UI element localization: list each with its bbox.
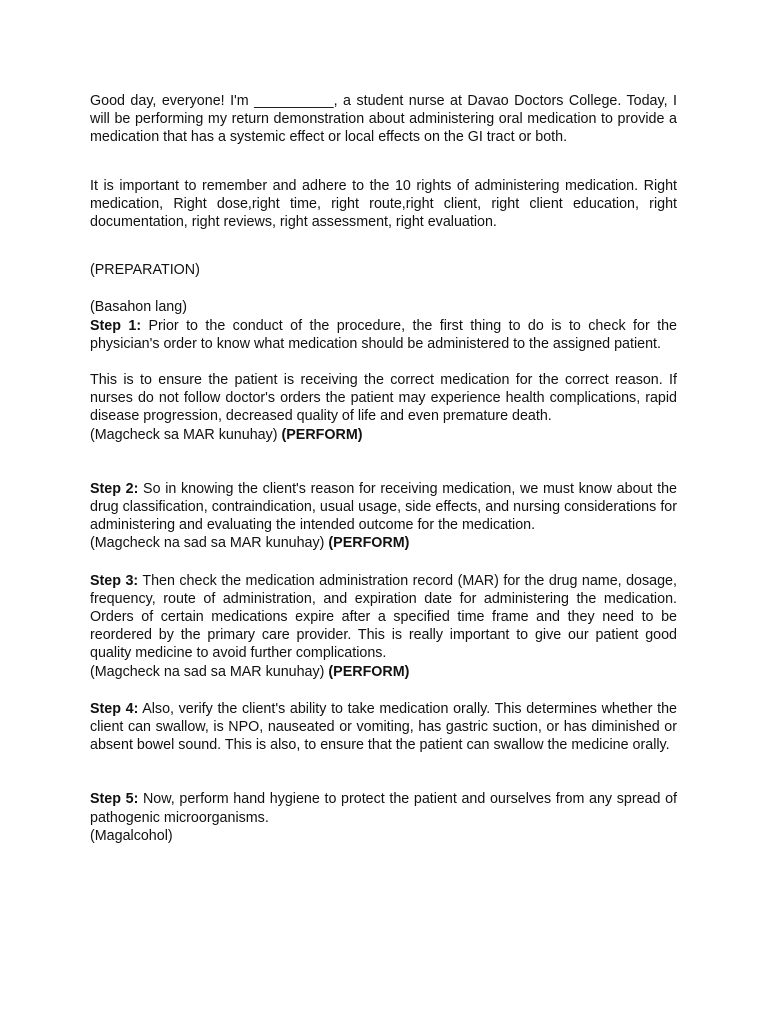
step-5-text: Now, perform hand hygiene to protect the patient and ourselves from any spread of pathogenic microorganisms. — [90, 791, 677, 826]
step-5-paragraph — [90, 790, 677, 826]
step-1-action: (Magcheck sa MAR kunuhay) — [90, 426, 282, 443]
step-3-perform: (PERFORM) — [328, 663, 410, 680]
step-3-paragraph — [90, 572, 677, 663]
step-3-label: Step 3: — [90, 572, 139, 589]
step-2-perform: (PERFORM) — [328, 535, 410, 552]
step-2-label: Step 2: — [90, 480, 139, 497]
step-1-paragraph — [90, 317, 677, 353]
step-4-paragraph — [90, 700, 677, 755]
step-2-action: (Magcheck na sad sa MAR kunuhay) — [90, 535, 329, 552]
step-2-text: So in knowing the client's reason for receiving medication, we must know about the drug classification, contraindication, usual usage, side effects, and nursing considerations for administering and evaluating the intended outcome for the medication. — [90, 480, 677, 534]
step-3-action: (Magcheck na sad sa MAR kunuhay) — [90, 663, 329, 680]
step-5-action: (Magalcohol) — [90, 827, 173, 844]
rights-paragraph: It is important to remember and adhere to the 10 rights of administering medication. Right medication, Right dose,right time, right route,right client, right client education, right documentation, right reviews, right assessment, right evaluation. — [90, 177, 677, 231]
preparation-note: (Basahon lang) — [90, 299, 187, 316]
preparation-heading: (PREPARATION) — [90, 262, 200, 279]
step-3-text: Then check the medication administration record (MAR) for the drug name, dosage, frequency, route of administration, and expiration date for administering the medication. Orders of certain medications expire after a specified time frame and they need to be reordered by the primary care provider. This is really important to give our patient good quality medicine to avoid further complications. — [90, 572, 677, 662]
document-page — [90, 92, 677, 845]
step-1-perform: (PERFORM) — [281, 426, 363, 443]
step-3-action-line — [90, 663, 677, 681]
step-5-label: Step 5: — [90, 791, 139, 808]
step-1-text: Prior to the conduct of the procedure, the first thing to do is to check for the physician's order to know what medication should be administered to the assigned patient. — [90, 317, 677, 352]
step-2-paragraph — [90, 480, 677, 535]
step-1-extra: This is to ensure the patient is receiving the correct medication for the correct reason. If nurses do not follow doctor's orders the patient may experience health complications, rapid disease progression, decreased quality of life and even premature death. — [90, 372, 677, 425]
step-2-action-line — [90, 534, 677, 552]
intro-paragraph: Good day, everyone! I'm __________, a student nurse at Davao Doctors College. Today, I will be performing my return demonstration about administering oral medication to provide a medication that has a systemic effect or local effects on the GI tract or both. — [90, 93, 677, 146]
step-4-text: Also, verify the client's ability to take medication orally. This determines whether the client can swallow, is NPO, nauseated or vomiting, has gastric suction, or has diminished or absent bowel sound. This is also, to ensure that the patient can swallow the medicine orally. — [90, 700, 677, 754]
step-1-action-line — [90, 426, 677, 444]
step-1-label: Step 1: — [90, 317, 142, 334]
step-4-label: Step 4: — [90, 700, 139, 717]
